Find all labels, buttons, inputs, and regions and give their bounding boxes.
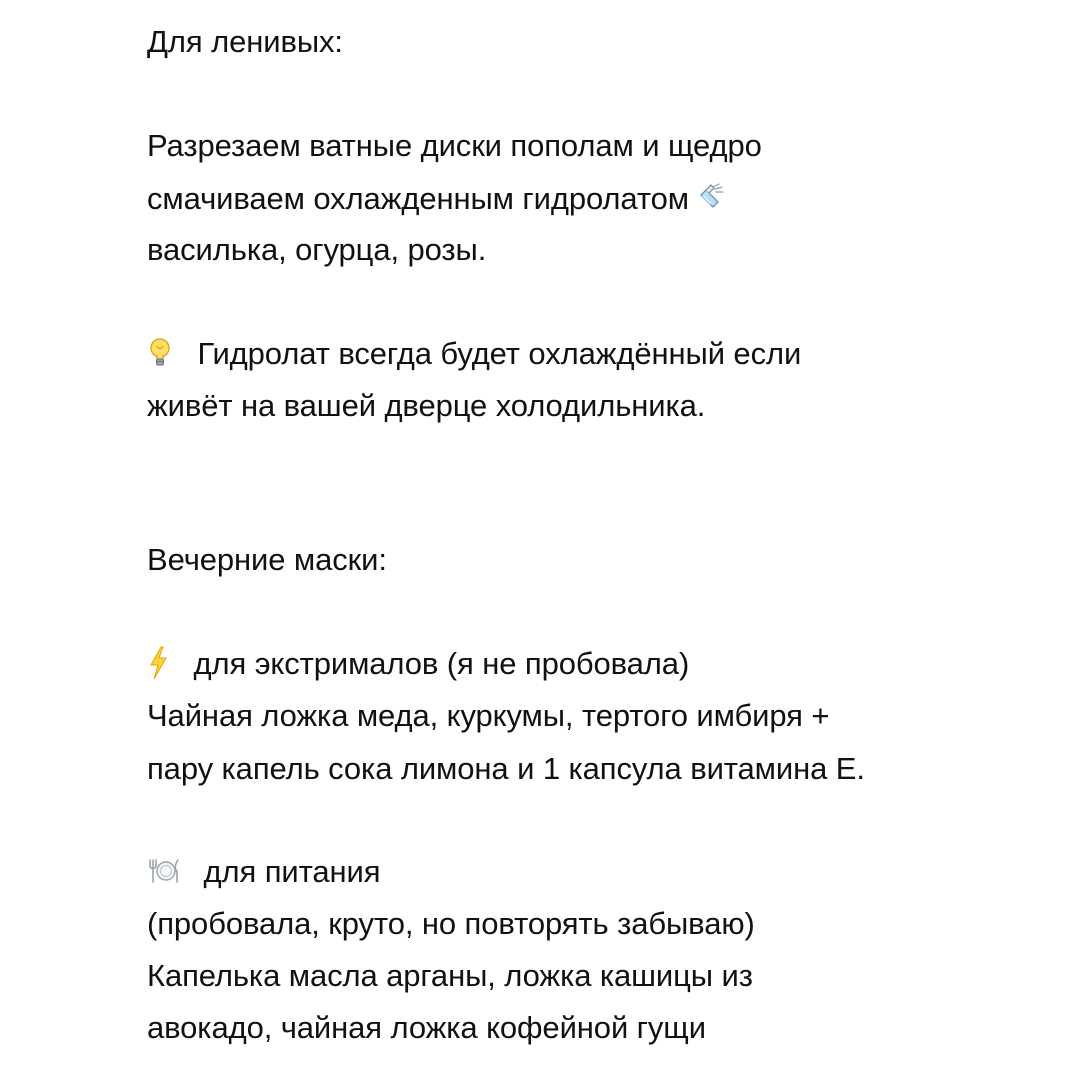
extreme-line-2: пару капель сока лимона и 1 капсула витамина Е. bbox=[147, 751, 865, 786]
lazy-step-line-1: Разрезаем ватные диски пополам и щедро bbox=[147, 128, 762, 163]
nutrition-line-2: Капелька масла арганы, ложка кашицы из bbox=[147, 958, 753, 993]
tip-line-1-wrap bbox=[147, 334, 801, 374]
tip-line-1: Гидролат всегда будет охлаждённый если bbox=[197, 336, 802, 371]
extreme-title: для экстрималов (я не пробовала) bbox=[193, 646, 690, 681]
lazy-step-line-3: василька, огурца, розы. bbox=[147, 232, 487, 267]
light-bulb-icon bbox=[147, 337, 173, 369]
tip-line-2: живёт на вашей дверце холодильника. bbox=[147, 388, 706, 423]
nutrition-title: для питания bbox=[203, 854, 381, 889]
nutrition-line-3: авокадо, чайная ложка кофейной гущи bbox=[147, 1010, 706, 1045]
extreme-title-wrap bbox=[147, 644, 689, 684]
masks-heading: Вечерние маски: bbox=[147, 542, 387, 577]
extreme-line-1: Чайная ложка меда, куркумы, тертого имбиря + bbox=[147, 698, 830, 733]
lazy-step-line-2: смачиваем охлажденным гидролатом bbox=[147, 181, 689, 216]
lazy-heading: Для ленивых: bbox=[147, 24, 343, 59]
lightning-icon bbox=[147, 646, 169, 680]
nutrition-title-wrap bbox=[147, 852, 380, 892]
nutrition-line-1: (пробовала, круто, но повторять забываю) bbox=[147, 906, 755, 941]
fork-plate-knife-icon bbox=[147, 857, 181, 885]
lazy-step-line-2-wrap bbox=[147, 179, 725, 219]
spray-bottle-icon bbox=[697, 183, 725, 213]
